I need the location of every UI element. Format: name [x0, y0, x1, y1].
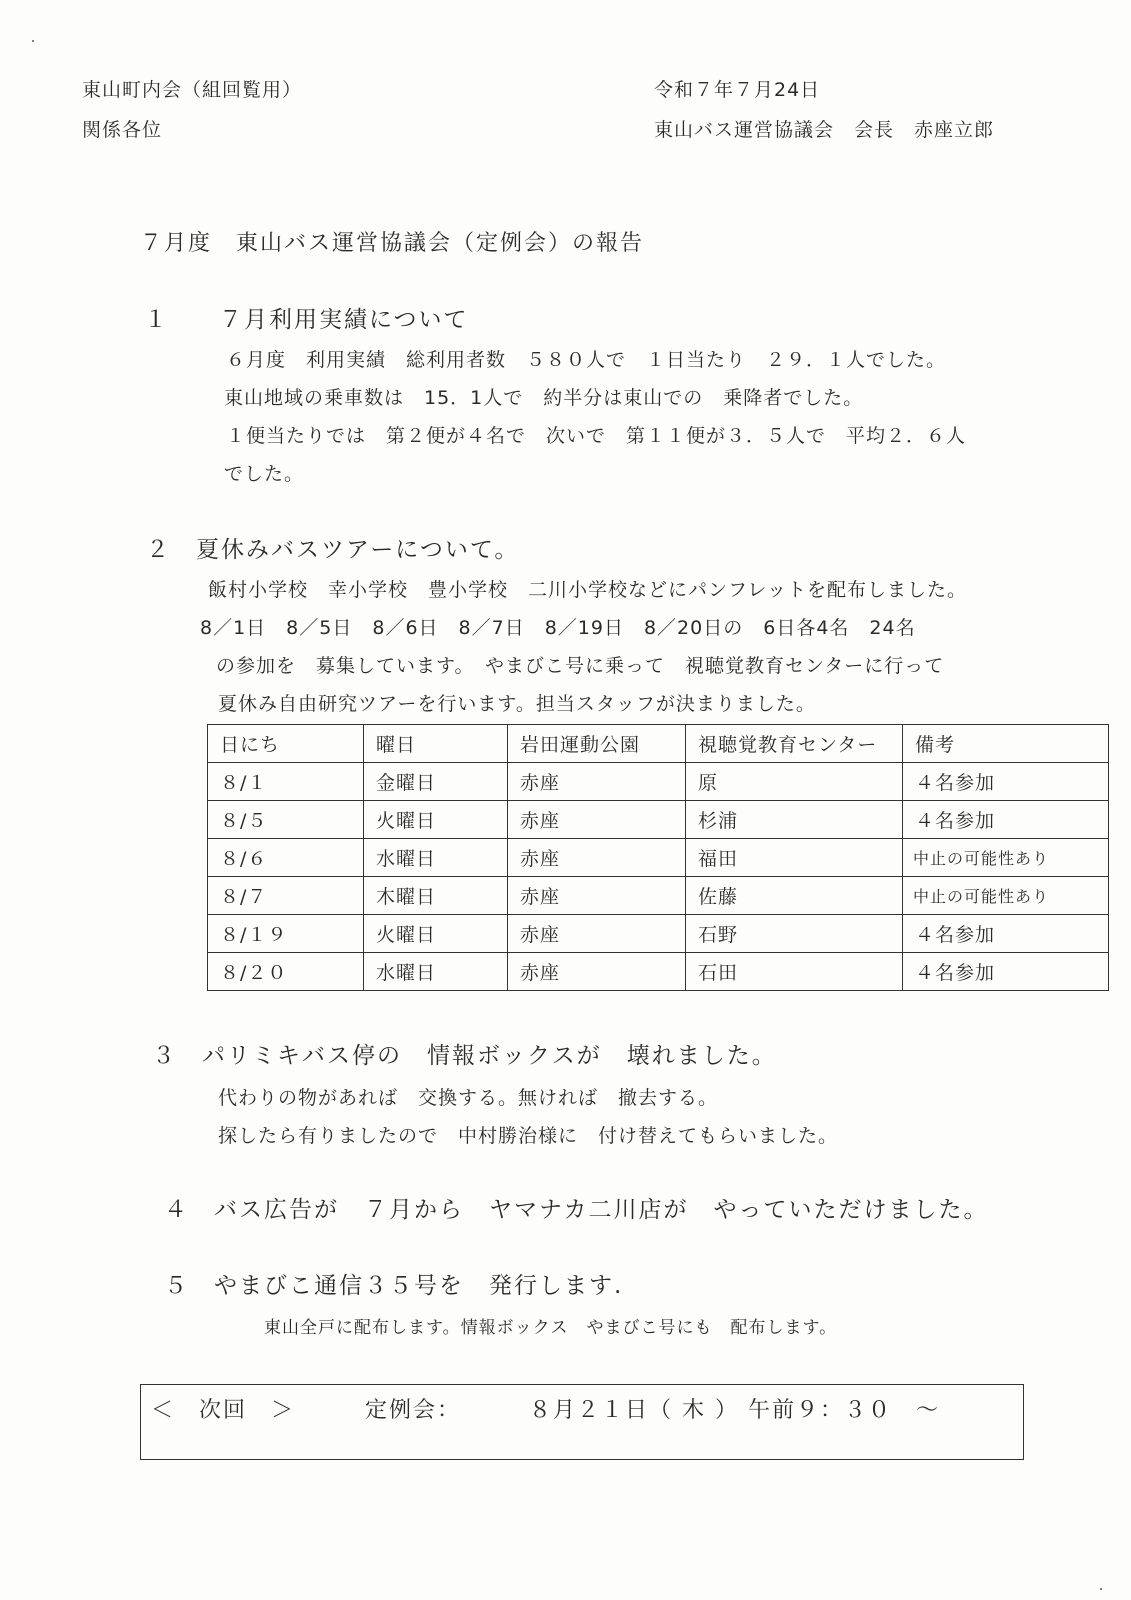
- table-cell-note: 中止の可能性あり: [903, 839, 1109, 877]
- table-cell-center: 福田: [686, 839, 903, 877]
- section-2-line-3: の参加を 募集しています。 やまびこ号に乗って 視聴覚教育センターに行って: [216, 655, 945, 677]
- table-cell-date: ８/５: [208, 801, 364, 839]
- table-cell-park: 赤座: [508, 915, 686, 953]
- table-cell-day: 木曜日: [364, 877, 508, 915]
- table-row: [208, 763, 1109, 801]
- table-row: [208, 915, 1109, 953]
- table-cell-center: 佐藤: [686, 877, 903, 915]
- table-cell-note: ４名参加: [903, 915, 1109, 953]
- section-4-heading: ４ バス広告が ７月から ヤマナカ二川店が やっていただけました。: [164, 1197, 989, 1223]
- table-cell-note: ４名参加: [903, 801, 1109, 839]
- section-5-heading: ５ やまびこ通信３５号を 発行します.: [164, 1273, 624, 1299]
- section-5-line-1: 東山全戸に配布します。情報ボックス やまびこ号にも 配布します。: [264, 1318, 838, 1338]
- section-3-line-1: 代わりの物があれば 交換する。無ければ 撤去する。: [218, 1087, 719, 1109]
- scan-speck: [1100, 1588, 1102, 1590]
- section-2-line-2: 8／1日 8／5日 8／6日 8／7日 8／19日 8／20日の 6日各4名 24名: [200, 617, 916, 639]
- section-2-line-1: 飯村小学校 幸小学校 豊小学校 二川小学校などにパンフレットを配布しました。: [208, 579, 968, 601]
- table-cell-center: 石野: [686, 915, 903, 953]
- table-cell-day: 水曜日: [364, 839, 508, 877]
- next-meeting-box: [140, 1384, 1024, 1460]
- table-row: [208, 953, 1109, 991]
- staff-schedule-table: [207, 724, 1109, 991]
- section-1-line-4: でした。: [224, 463, 305, 485]
- table-cell-park: 赤座: [508, 839, 686, 877]
- table-cell-park: 赤座: [508, 801, 686, 839]
- table-header-row: [208, 725, 1109, 763]
- document-title: ７月度 東山バス運営協議会（定例会）の報告: [140, 231, 645, 256]
- table-cell-day: 水曜日: [364, 953, 508, 991]
- table-cell-day: 火曜日: [364, 801, 508, 839]
- section-1-heading: １ ７月利用実績について: [144, 307, 469, 333]
- table-cell-note: ４名参加: [903, 953, 1109, 991]
- table-cell-date: ８/２０: [208, 953, 364, 991]
- section-1-line-3: １便当たりでは 第２便が４名で 次いで 第１１便が３．５人で 平均２．６人: [226, 425, 967, 447]
- table-header-date: 日にち: [208, 725, 364, 763]
- table-cell-date: ８/１９: [208, 915, 364, 953]
- table-cell-center: 杉浦: [686, 801, 903, 839]
- table-cell-center: 原: [686, 763, 903, 801]
- section-2-line-4: 夏休み自由研究ツアーを行います。担当スタッフが決まりました。: [218, 693, 816, 715]
- recipient-line-1: 東山町内会（組回覧用）: [82, 79, 303, 101]
- section-3-line-2: 探したら有りましたので 中村勝治様に 付け替えてもらいました。: [218, 1125, 839, 1147]
- table-cell-date: ８/１: [208, 763, 364, 801]
- next-meeting-label: ＜ 次回 ＞: [151, 1398, 296, 1423]
- section-1-line-1: ６月度 利用実績 総利用者数 ５８０人で １日当たり ２９．１人でした。: [226, 349, 947, 371]
- table-cell-center: 石田: [686, 953, 903, 991]
- table-cell-day: 金曜日: [364, 763, 508, 801]
- sender-line: 東山バス運営協議会 会長 赤座立郎: [654, 119, 995, 141]
- section-3-heading: ３ パリミキバス停の 情報ボックスが 壊れました。: [152, 1043, 777, 1069]
- table-row: [208, 801, 1109, 839]
- document-date: 令和７年７月24日: [654, 79, 821, 101]
- section-1-line-2: 東山地域の乗車数は 15．1人で 約半分は東山での 乗降者でした。: [224, 387, 864, 409]
- table-header-note: 備考: [903, 725, 1109, 763]
- table-header-day: 曜日: [364, 725, 508, 763]
- table-cell-note: 中止の可能性あり: [903, 877, 1109, 915]
- table-row: [208, 877, 1109, 915]
- scan-speck: [32, 40, 34, 42]
- table-cell-note: ４名参加: [903, 763, 1109, 801]
- table-header-park: 岩田運動公園: [508, 725, 686, 763]
- table-row: [208, 839, 1109, 877]
- table-cell-date: ８/６: [208, 839, 364, 877]
- next-meeting-datetime: ８月２１日（ 木 ） 午前９：３０ ～: [529, 1398, 940, 1423]
- table-cell-day: 火曜日: [364, 915, 508, 953]
- recipient-line-2: 関係各位: [82, 119, 163, 141]
- table-cell-date: ８/７: [208, 877, 364, 915]
- table-header-center: 視聴覚教育センター: [686, 725, 903, 763]
- table-cell-park: 赤座: [508, 877, 686, 915]
- table-cell-park: 赤座: [508, 953, 686, 991]
- section-2-heading: ２ 夏休みバスツアーについて。: [146, 537, 520, 563]
- next-meeting-event: 定例会：: [365, 1398, 462, 1423]
- table-cell-park: 赤座: [508, 763, 686, 801]
